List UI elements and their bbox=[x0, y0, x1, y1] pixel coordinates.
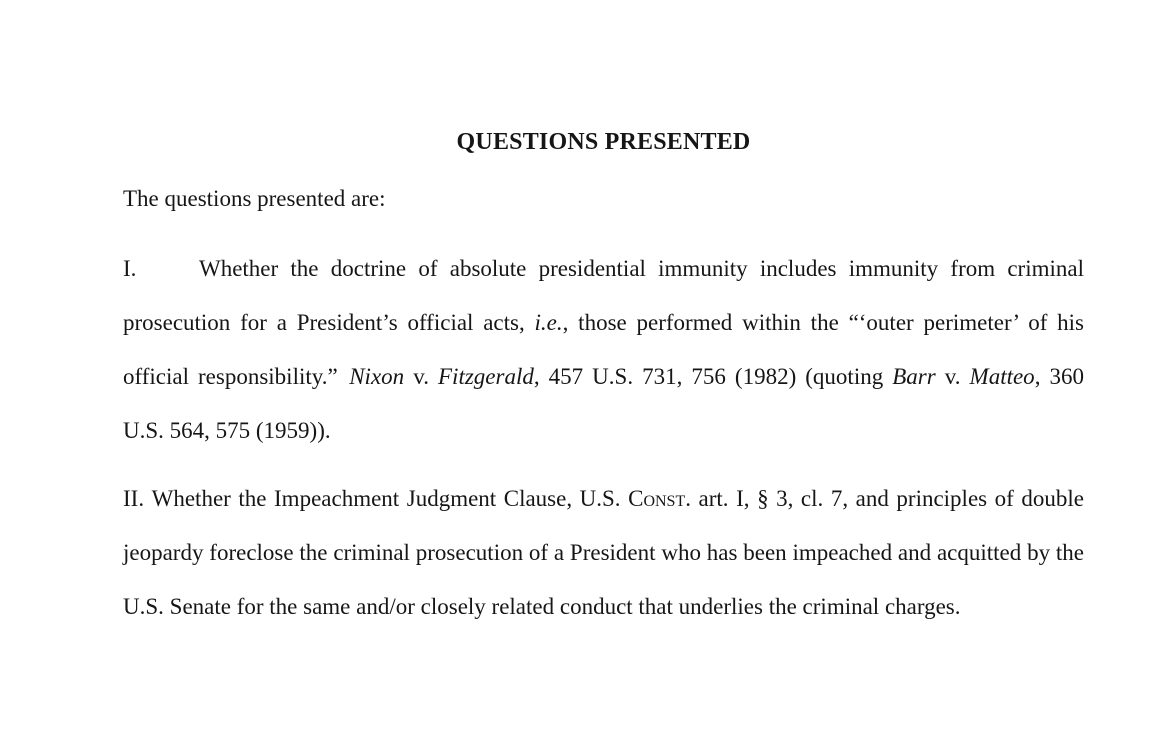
text-segment: Whether the doctrine of absolute presidential immunity includes immunity from criminal prosecution for a President’s official acts, bbox=[123, 256, 1084, 335]
text-segment: v. bbox=[404, 364, 438, 389]
text-segment: Barr bbox=[892, 364, 936, 389]
question-paragraph-2 bbox=[123, 472, 1084, 634]
question-paragraph-1 bbox=[123, 242, 1084, 458]
text-segment: Matteo bbox=[969, 364, 1035, 389]
text-segment: , 360 U.S. 564, 575 (1959)). bbox=[123, 364, 1084, 443]
intro-text: The questions presented are: bbox=[123, 186, 386, 211]
text-segment: Const. bbox=[628, 486, 691, 511]
text-segment: , those performed within the “‘outer perimeter’ of his official responsibility.” bbox=[123, 310, 1084, 389]
section-title: QUESTIONS PRESENTED bbox=[456, 129, 751, 155]
text-segment: Nixon bbox=[349, 364, 405, 389]
text-segment: Fitzgerald bbox=[438, 364, 534, 389]
text-segment: i.e. bbox=[534, 310, 563, 335]
text-segment: , 457 U.S. 731, 756 (1982) (quoting bbox=[533, 364, 893, 389]
question-number: I. bbox=[123, 256, 137, 281]
text-segment: Whether the Impeachment Judgment Clause, U.S. bbox=[151, 486, 629, 511]
text-segment: art. I, § 3, cl. 7, and principles of double jeopardy foreclose the criminal prosecution of a President who has been impeached and acquitted by the U.S. Senate for the same and/or closely related conduct that underlies the criminal charges. bbox=[123, 486, 1084, 619]
text-segment: v. bbox=[935, 364, 970, 389]
question-number: II. bbox=[123, 486, 152, 511]
